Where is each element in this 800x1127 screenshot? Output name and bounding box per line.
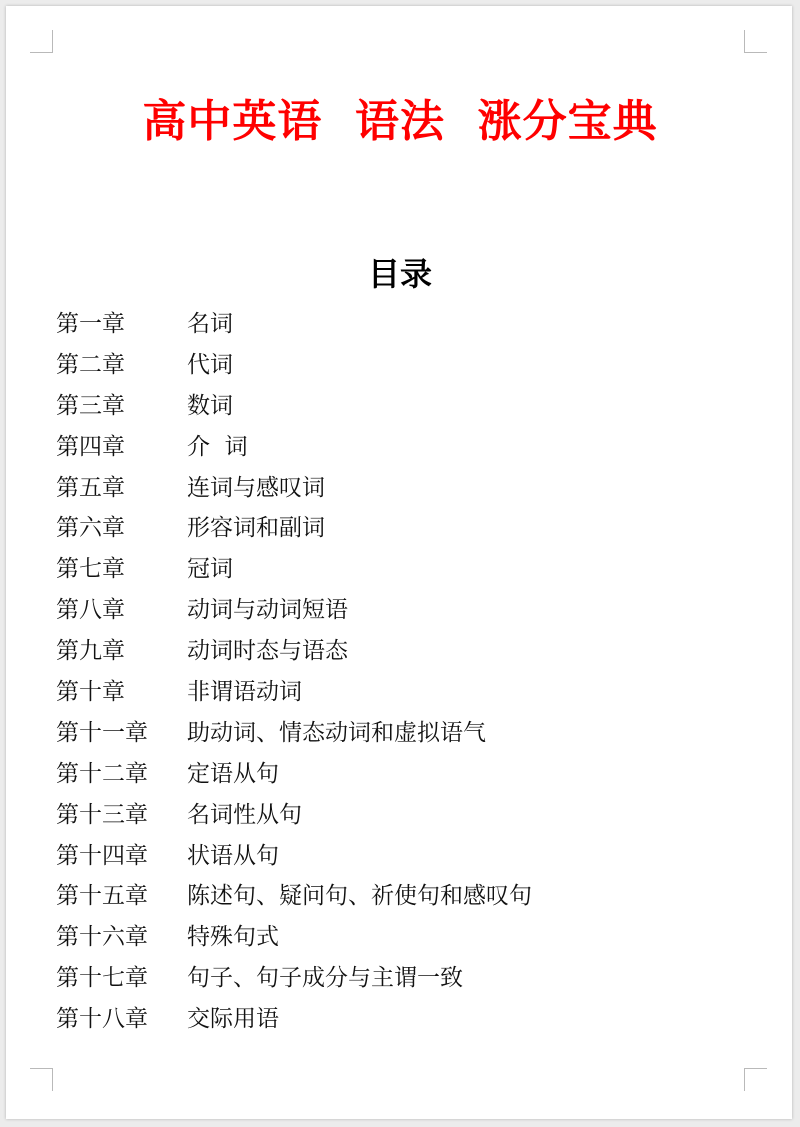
toc-chapter-topic: 特殊句式 bbox=[187, 924, 279, 951]
toc-entry[interactable] bbox=[56, 754, 746, 795]
toc-chapter-number: 第十二章 bbox=[56, 760, 148, 787]
toc-entry[interactable] bbox=[56, 304, 746, 345]
margin-corner-mark-top-right bbox=[744, 30, 767, 53]
toc-chapter-number: 第六章 bbox=[56, 515, 125, 542]
margin-corner-mark-bottom-left bbox=[30, 1068, 53, 1091]
toc-chapter-topic: 名词性从句 bbox=[187, 801, 302, 828]
toc-chapter-number: 第十四章 bbox=[56, 842, 148, 869]
toc-entry[interactable] bbox=[56, 468, 746, 509]
toc-chapter-topic: 助动词、情态动词和虚拟语气 bbox=[187, 719, 486, 746]
toc-chapter-number: 第十三章 bbox=[56, 801, 148, 828]
table-of-contents bbox=[56, 304, 746, 1040]
toc-chapter-topic: 定语从句 bbox=[187, 760, 279, 787]
toc-entry[interactable] bbox=[56, 345, 746, 386]
toc-chapter-topic: 句子、句子成分与主谓一致 bbox=[187, 965, 463, 992]
toc-entry[interactable] bbox=[56, 795, 746, 836]
toc-chapter-topic: 非谓语动词 bbox=[187, 679, 302, 706]
toc-chapter-number: 第七章 bbox=[56, 556, 125, 583]
toc-chapter-topic: 动词时态与语态 bbox=[187, 638, 348, 665]
toc-chapter-number: 第二章 bbox=[56, 351, 125, 378]
toc-chapter-topic: 陈述句、疑问句、祈使句和感叹句 bbox=[187, 883, 532, 910]
toc-chapter-topic: 形容词和副词 bbox=[187, 515, 325, 542]
toc-chapter-number: 第八章 bbox=[56, 597, 125, 624]
toc-chapter-number: 第三章 bbox=[56, 392, 125, 419]
toc-chapter-topic: 数词 bbox=[187, 392, 233, 419]
margin-corner-mark-top-left bbox=[30, 30, 53, 53]
toc-chapter-number: 第十六章 bbox=[56, 924, 148, 951]
toc-entry[interactable] bbox=[56, 631, 746, 672]
toc-chapter-number: 第一章 bbox=[56, 311, 125, 337]
toc-entry[interactable] bbox=[56, 876, 746, 917]
toc-entry[interactable] bbox=[56, 999, 746, 1040]
toc-chapter-topic: 冠词 bbox=[187, 556, 233, 583]
toc-chapter-topic: 动词与动词短语 bbox=[187, 597, 348, 624]
toc-chapter-number: 第四章 bbox=[56, 433, 125, 460]
toc-chapter-topic: 状语从句 bbox=[187, 842, 279, 869]
toc-chapter-number: 第十五章 bbox=[56, 883, 148, 910]
toc-entry[interactable] bbox=[56, 836, 746, 877]
toc-chapter-topic: 代词 bbox=[187, 351, 233, 378]
toc-entry[interactable] bbox=[56, 386, 746, 427]
toc-chapter-topic: 介 词 bbox=[187, 433, 248, 460]
toc-chapter-number: 第九章 bbox=[56, 638, 125, 665]
margin-corner-mark-bottom-right bbox=[744, 1068, 767, 1091]
toc-chapter-number: 第十章 bbox=[56, 679, 125, 706]
toc-entry[interactable] bbox=[56, 508, 746, 549]
toc-entry[interactable] bbox=[56, 427, 746, 468]
toc-chapter-topic: 连词与感叹词 bbox=[187, 474, 325, 501]
toc-entry[interactable] bbox=[56, 958, 746, 999]
document-title: 高中英语 语法 涨分宝典 bbox=[142, 96, 658, 147]
toc-heading: 目录 bbox=[367, 255, 432, 293]
toc-chapter-number: 第十七章 bbox=[56, 965, 148, 992]
toc-entry[interactable] bbox=[56, 590, 746, 631]
toc-chapter-topic: 名词 bbox=[187, 311, 233, 337]
toc-chapter-number: 第十八章 bbox=[56, 1006, 148, 1033]
toc-chapter-number: 第十一章 bbox=[56, 719, 148, 746]
toc-entry[interactable] bbox=[56, 672, 746, 713]
toc-chapter-topic: 交际用语 bbox=[187, 1006, 279, 1033]
toc-entry[interactable] bbox=[56, 917, 746, 958]
toc-entry[interactable] bbox=[56, 713, 746, 754]
toc-entry[interactable] bbox=[56, 549, 746, 590]
toc-chapter-number: 第五章 bbox=[56, 474, 125, 501]
